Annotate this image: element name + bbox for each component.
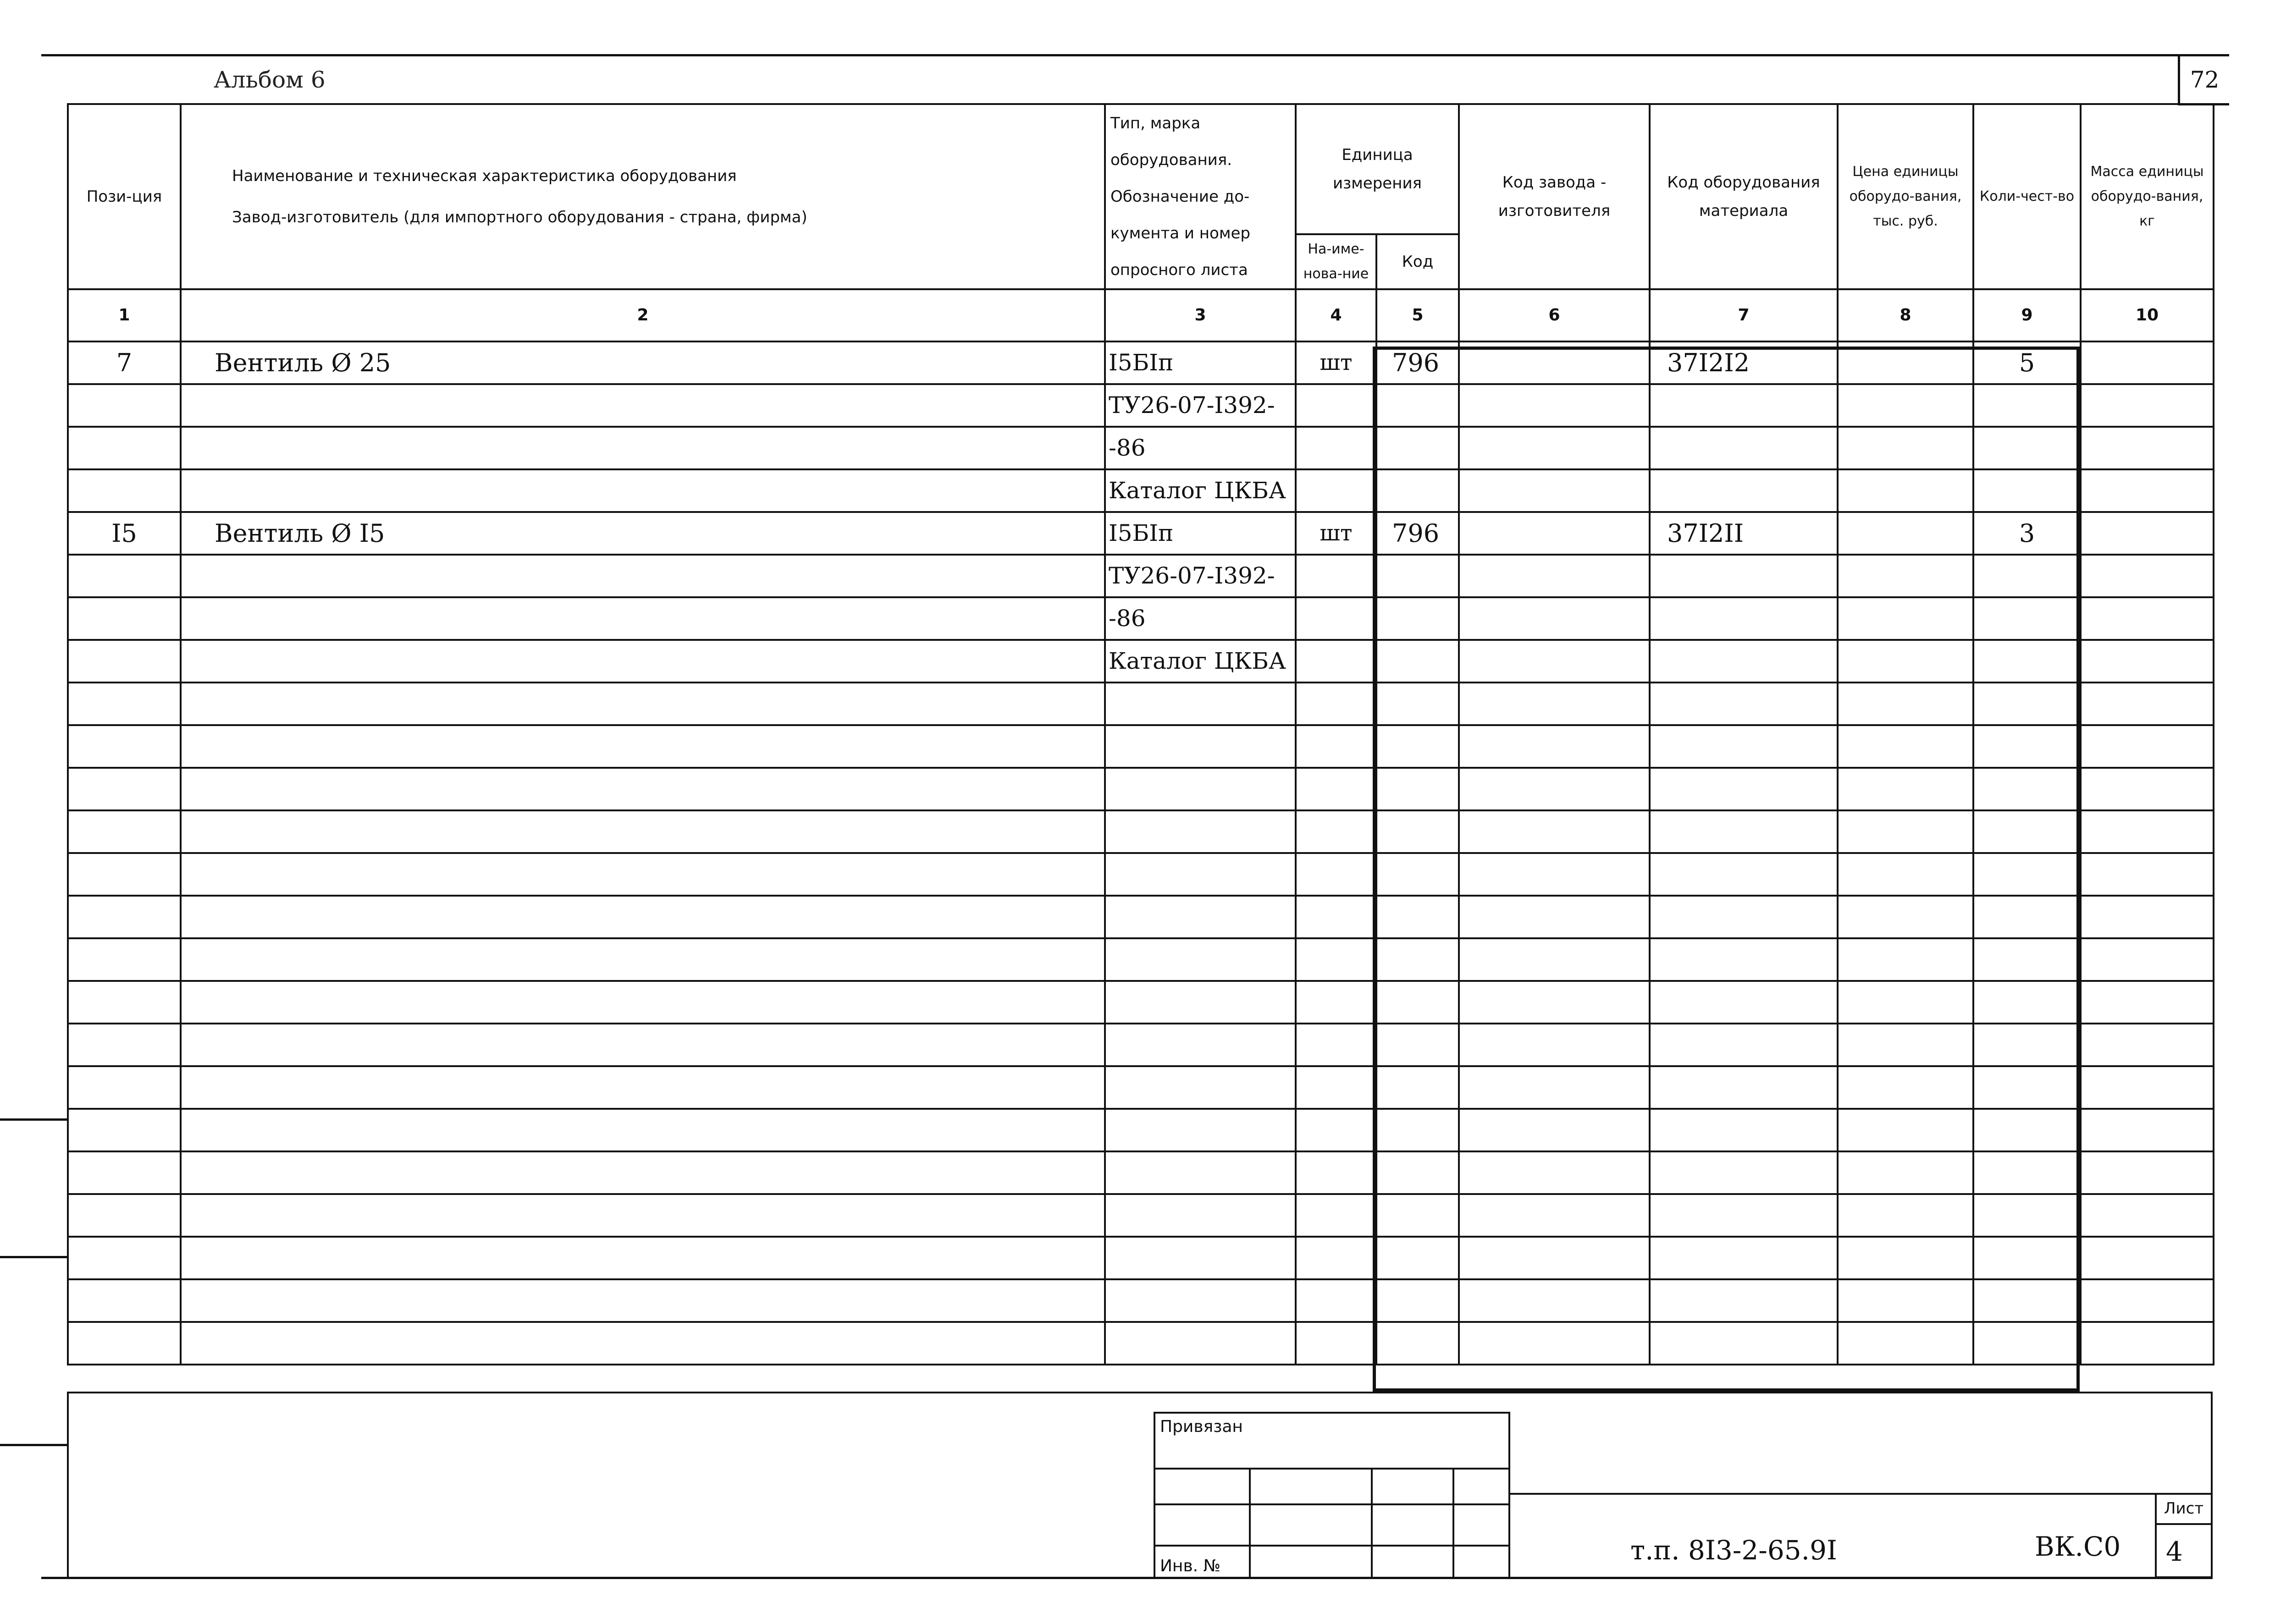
cell-equip: 37I2I2: [1650, 341, 1838, 384]
cell-pos: [68, 1109, 181, 1151]
cell-unit: [1296, 1322, 1376, 1365]
stamp-line: [1452, 1468, 1454, 1579]
cell-pos: [68, 1151, 181, 1194]
cell-mass: [2081, 938, 2214, 981]
cell-name: [181, 427, 1105, 469]
cell-mass: [2081, 1066, 2214, 1109]
cell-unit: [1296, 1066, 1376, 1109]
cell-unit: [1296, 683, 1376, 725]
cell-type: [1105, 1024, 1296, 1066]
cell-mass: [2081, 981, 2214, 1024]
cell-unit: [1296, 938, 1376, 981]
cell-mass: [2081, 640, 2214, 683]
cell-pos: [68, 981, 181, 1024]
cell-unit: шт: [1296, 512, 1376, 555]
cell-unit: [1296, 1024, 1376, 1066]
cell-type: [1105, 1237, 1296, 1279]
cell-name: [181, 597, 1105, 640]
document-number: т.п. 8I3-2-65.9I: [1630, 1535, 1837, 1566]
cell-name: [181, 725, 1105, 768]
cell-pos: [68, 1322, 181, 1365]
cell-type: [1105, 683, 1296, 725]
cell-pos: 7: [68, 341, 181, 384]
cell-type: [1105, 725, 1296, 768]
cell-type: [1105, 1151, 1296, 1194]
cell-name: Вентиль Ø 25: [181, 341, 1105, 384]
cell-unit: [1296, 981, 1376, 1024]
header-name: [181, 104, 1105, 289]
cell-name: [181, 555, 1105, 597]
cell-unit: [1296, 853, 1376, 896]
page-number-text: 72: [2190, 66, 2220, 93]
header-name-line1: Наименование и техническая характеристика оборудования: [232, 167, 737, 185]
cell-name: [181, 683, 1105, 725]
cell-pos: I5: [68, 512, 181, 555]
column-number: 7: [1650, 289, 1838, 341]
cell-name: [181, 853, 1105, 896]
cell-mass: [2081, 1151, 2214, 1194]
cell-mass: [2081, 1109, 2214, 1151]
cell-mass: [2081, 427, 2214, 469]
cell-mass: [2081, 1279, 2214, 1322]
header-type: Тип, марка оборудования. Обозначение до-кумента и номер опросного листа: [1105, 104, 1296, 289]
cell-mass: [2081, 512, 2214, 555]
cell-unit: [1296, 384, 1376, 427]
stamp-line: [1155, 1545, 1510, 1547]
sheet-label: Лист: [2157, 1495, 2211, 1525]
cell-type: I5БIп: [1105, 341, 1296, 384]
cell-pos: [68, 810, 181, 853]
cell-pos: [68, 555, 181, 597]
cell-type: [1105, 981, 1296, 1024]
cell-type: -86: [1105, 427, 1296, 469]
page-bottom-line: [41, 1577, 2213, 1579]
cell-type: [1105, 1279, 1296, 1322]
cell-equip: 37I2II: [1650, 512, 1838, 555]
cell-pos: [68, 384, 181, 427]
cell-name: [181, 768, 1105, 810]
stamp-line: [1155, 1503, 1510, 1505]
cell-mass: [2081, 384, 2214, 427]
cell-name: [181, 1066, 1105, 1109]
bold-frame: [1373, 347, 2080, 1392]
cell-name: [181, 1109, 1105, 1151]
cell-type: [1105, 1194, 1296, 1237]
cell-name: [181, 384, 1105, 427]
cell-pos: [68, 683, 181, 725]
header-mass: Масса единицы оборудо-вания, кг: [2081, 104, 2214, 289]
cell-pos: [68, 725, 181, 768]
cell-name: [181, 1194, 1105, 1237]
column-number: 1: [68, 289, 181, 341]
cell-type: ТУ26-07-I392-: [1105, 384, 1296, 427]
cell-unit: [1296, 640, 1376, 683]
album-label: Альбом 6: [214, 66, 326, 93]
bottom-frame-line: [67, 1392, 2213, 1393]
column-number: 3: [1105, 289, 1296, 341]
binding-stamp: [1154, 1412, 1510, 1579]
column-number: 8: [1838, 289, 1973, 341]
header-quantity: Коли-чест-во: [1973, 104, 2081, 289]
inventory-label: Инв. №: [1160, 1557, 1221, 1575]
cell-unit: [1296, 555, 1376, 597]
document-code: ВК.С0: [2035, 1531, 2121, 1562]
cell-mass: [2081, 896, 2214, 938]
cell-pos: [68, 938, 181, 981]
cell-name: [181, 810, 1105, 853]
column-number: 2: [181, 289, 1105, 341]
cell-name: [181, 1322, 1105, 1365]
cell-pos: [68, 469, 181, 512]
cell-mass: [2081, 1237, 2214, 1279]
cell-unit: [1296, 810, 1376, 853]
cell-unit: шт: [1296, 341, 1376, 384]
cell-pos: [68, 427, 181, 469]
cell-mass: [2081, 853, 2214, 896]
cell-mass: [2081, 1194, 2214, 1237]
cell-pos: [68, 768, 181, 810]
cell-mass: [2081, 597, 2214, 640]
margin-tick: [0, 1118, 67, 1121]
cell-unit: [1296, 725, 1376, 768]
cell-type: [1105, 853, 1296, 896]
sheet-number: 4: [2166, 1536, 2183, 1567]
cell-pos: [68, 597, 181, 640]
cell-name: [181, 981, 1105, 1024]
cell-unit: [1296, 1279, 1376, 1322]
cell-pos: [68, 896, 181, 938]
margin-tick: [0, 1444, 67, 1446]
left-frame-line: [67, 1392, 69, 1578]
cell-name: [181, 1024, 1105, 1066]
cell-mass: [2081, 810, 2214, 853]
stamp-line: [1155, 1468, 1510, 1470]
cell-name: [181, 469, 1105, 512]
cell-type: Каталог ЦКБА: [1105, 469, 1296, 512]
top-border-line: [41, 54, 2201, 56]
cell-pos: [68, 640, 181, 683]
cell-qty: 3: [1973, 512, 2081, 555]
cell-code: 796: [1376, 512, 1459, 555]
cell-unit: [1296, 896, 1376, 938]
header-factory-code: Код завода - изготовителя: [1459, 104, 1650, 289]
header-name-line2: Завод-изготовитель (для импортного оборудования - страна, фирма): [232, 208, 807, 226]
cell-type: [1105, 1322, 1296, 1365]
stamp-label: Привязан: [1160, 1417, 1243, 1436]
cell-mass: [2081, 469, 2214, 512]
column-number: 9: [1973, 289, 2081, 341]
page-number: [2178, 54, 2229, 105]
cell-name: [181, 1237, 1105, 1279]
cell-name: [181, 896, 1105, 938]
cell-unit: [1296, 768, 1376, 810]
column-number: 10: [2081, 289, 2214, 341]
column-number: 4: [1296, 289, 1376, 341]
cell-mass: [2081, 725, 2214, 768]
cell-qty: 5: [1973, 341, 2081, 384]
cell-name: [181, 1279, 1105, 1322]
cell-unit: [1296, 427, 1376, 469]
header-position: Пози-ция: [68, 104, 181, 289]
cell-mass: [2081, 1322, 2214, 1365]
cell-unit: [1296, 1237, 1376, 1279]
cell-unit: [1296, 1151, 1376, 1194]
cell-type: ТУ26-07-I392-: [1105, 555, 1296, 597]
cell-type: [1105, 938, 1296, 981]
sheet-box: [2155, 1493, 2213, 1578]
cell-code: 796: [1376, 341, 1459, 384]
cell-unit: [1296, 469, 1376, 512]
margin-tick: [0, 1256, 67, 1258]
cell-name: [181, 1151, 1105, 1194]
cell-type: I5БIп: [1105, 512, 1296, 555]
cell-name: Вентиль Ø I5: [181, 512, 1105, 555]
cell-mass: [2081, 341, 2214, 384]
cell-unit: [1296, 1109, 1376, 1151]
column-number: 5: [1376, 289, 1459, 341]
cell-name: [181, 938, 1105, 981]
cell-pos: [68, 1279, 181, 1322]
cell-mass: [2081, 555, 2214, 597]
cell-name: [181, 640, 1105, 683]
column-numbers-row: [68, 289, 2214, 341]
cell-type: [1105, 896, 1296, 938]
cell-pos: [68, 1237, 181, 1279]
stamp-line: [1371, 1468, 1373, 1579]
cell-unit: [1296, 1194, 1376, 1237]
header-unit-name: На-име-нова-ние: [1296, 234, 1376, 289]
cell-pos: [68, 1024, 181, 1066]
cell-mass: [2081, 683, 2214, 725]
cell-type: [1105, 1066, 1296, 1109]
cell-unit: [1296, 597, 1376, 640]
cell-mass: [2081, 1024, 2214, 1066]
cell-type: -86: [1105, 597, 1296, 640]
column-number: 6: [1459, 289, 1650, 341]
cell-mass: [2081, 768, 2214, 810]
header-price: Цена единицы оборудо-вания, тыс. руб.: [1838, 104, 1973, 289]
title-block-line: [1510, 1493, 2212, 1495]
header-equipment-code: Код оборудования материала: [1650, 104, 1838, 289]
cell-type: [1105, 810, 1296, 853]
cell-type: [1105, 1109, 1296, 1151]
header-unit-code: Код: [1376, 234, 1459, 289]
cell-pos: [68, 1194, 181, 1237]
cell-pos: [68, 853, 181, 896]
stamp-line: [1249, 1468, 1251, 1579]
header-unit-group: Единица измерения: [1296, 104, 1459, 234]
cell-type: [1105, 768, 1296, 810]
cell-pos: [68, 1066, 181, 1109]
cell-type: Каталог ЦКБА: [1105, 640, 1296, 683]
